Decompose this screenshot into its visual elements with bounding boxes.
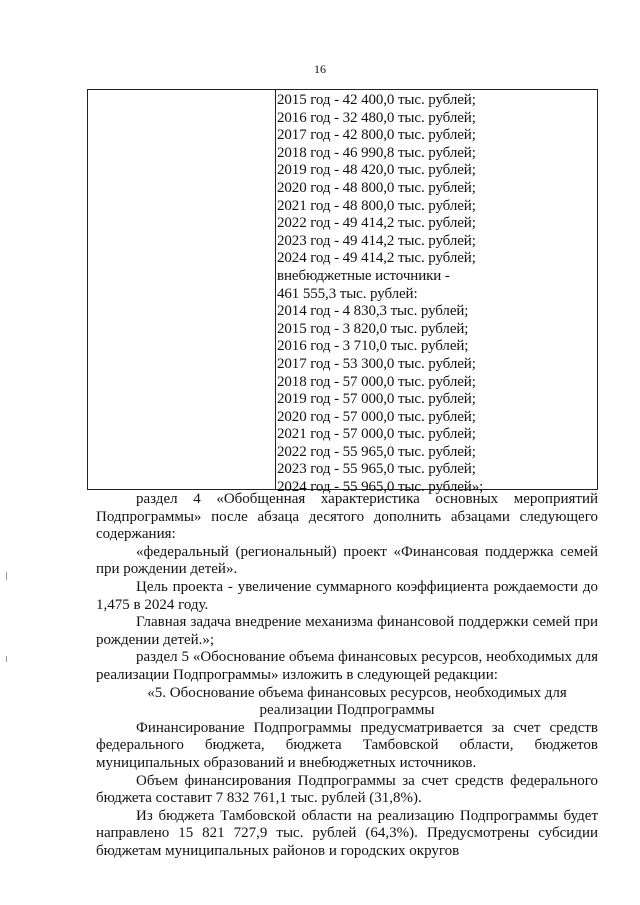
paragraph-regional-budget: Из бюджета Тамбовской области на реализацию Подпрограммы будет направлено 15 821 727,9 тыс. рублей (64,3%). Предусмотрены субсидии бюджетам муниципальных районов и городских округов [96, 807, 598, 859]
section-heading-line-1: «5. Обоснование объема финансовых ресурсов, необходимых для [147, 684, 567, 701]
funding-table [87, 89, 598, 496]
funding-line: 2015 год - 3 820,0 тыс. рублей; [277, 320, 469, 337]
funding-line: 2014 год - 4 830,3 тыс. рублей; [277, 303, 469, 320]
funding-line: 2022 год - 49 414,2 тыс. рублей; [277, 215, 476, 232]
funding-line: 2020 год - 48 800,0 тыс. рублей; [277, 179, 476, 196]
funding-line: внебюджетные источники - [277, 267, 450, 284]
funding-line: 2021 год - 57 000,0 тыс. рублей; [277, 426, 476, 443]
funding-line: 2018 год - 57 000,0 тыс. рублей; [277, 373, 476, 390]
funding-line: 2023 год - 55 965,0 тыс. рублей; [277, 461, 476, 478]
funding-line: 2024 год - 49 414,2 тыс. рублей; [277, 250, 476, 267]
funding-line: 2017 год - 42 800,0 тыс. рублей; [277, 127, 476, 144]
paragraph-financing-sources: Финансирование Подпрограммы предусматривается за счет средств федерального бюджета, бюджета Тамбовской области, бюджетов муниципальных образований и внебюджетных источников. [96, 719, 598, 771]
funding-line: 2016 год - 3 710,0 тыс. рублей; [277, 338, 469, 355]
scan-margin-mark [6, 656, 7, 662]
funding-line: 461 555,3 тыс. рублей: [277, 285, 418, 302]
paragraph-federal-project: «федеральный (региональный) проект «Финансовая поддержка семей при рождении детей». [96, 543, 598, 578]
section-heading-line-2: реализации Подпрограммы [259, 702, 435, 719]
table-column-divider [275, 90, 276, 489]
funding-line: 2020 год - 57 000,0 тыс. рублей; [277, 408, 476, 425]
paragraph-section-4: раздел 4 «Обобщенная характеристика основных мероприятий Подпрограммы» после абзаца десятого дополнить абзацами следующего содержания: [96, 491, 598, 543]
funding-line: 2016 год - 32 480,0 тыс. рублей; [277, 109, 476, 126]
paragraph-section-5: раздел 5 «Обоснование объема финансовых ресурсов, необходимых для реализации Подпрограммы» изложить в следующей редакции: [96, 649, 598, 683]
body-text [96, 491, 598, 860]
funding-line: 2018 год - 46 990,8 тыс. рублей; [277, 144, 476, 161]
paragraph-main-task: Главная задача внедрение механизма финансовой поддержки семей при рождении детей.»; [96, 614, 598, 648]
funding-line: 2021 год - 48 800,0 тыс. рублей; [277, 197, 476, 214]
paragraph-project-goal: Цель проекта - увеличение суммарного коэффициента рождаемости до 1,475 в 2024 году. [96, 578, 598, 613]
funding-line: 2017 год - 53 300,0 тыс. рублей; [277, 355, 476, 372]
funding-line: 2015 год - 42 400,0 тыс. рублей; [277, 92, 476, 108]
funding-line: 2023 год - 49 414,2 тыс. рублей; [277, 232, 476, 249]
funding-line: 2024 год - 55 965,0 тыс. рублей»; [277, 479, 484, 496]
funding-line: 2022 год - 55 965,0 тыс. рублей; [277, 443, 476, 460]
funding-cell [277, 92, 593, 497]
scan-margin-mark [6, 572, 7, 580]
paragraph-federal-budget: Объем финансирования Подпрограммы за счет средств федерального бюджета составит 7 832 761,1 тыс. рублей (31,8%). [96, 772, 598, 807]
page-number: 16 [314, 62, 326, 76]
funding-line: 2019 год - 48 420,0 тыс. рублей; [277, 162, 476, 179]
funding-line: 2019 год - 57 000,0 тыс. рублей; [277, 391, 476, 408]
